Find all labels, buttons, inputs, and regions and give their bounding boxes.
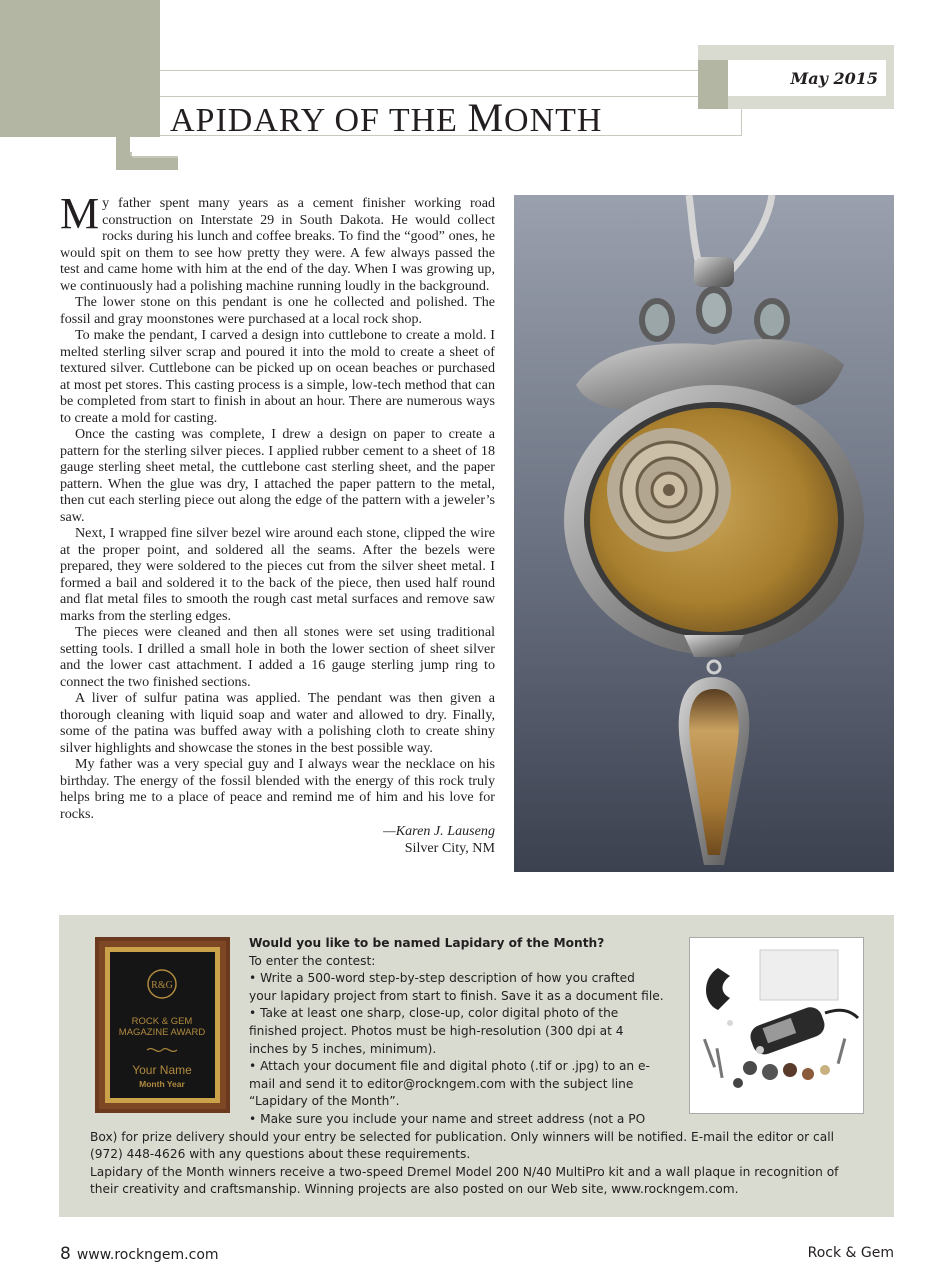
contest-bullet: • Write a 500-word step-by-step description of how you crafted your lapidary project from start to finish. Save it as a document file. xyxy=(249,971,664,1003)
article-paragraph: The pieces were cleaned and then all stones were set using traditional setting tools. I drilled a small hole in both the lower section of sheet silver and the lower cast attachment. I added a 16 gauge sterling jump ring to connect the two finished sections. xyxy=(60,624,495,690)
footer-left xyxy=(60,1244,219,1264)
header-rule xyxy=(160,70,700,71)
title-capital-m: M xyxy=(467,95,505,140)
paragraph-text: y father spent many years as a cement finisher working road construction on Interstate 29 in South Dakota. He would collect rocks during his lunch and coffee breaks. To find the “good” ones, he would spit on them to see how pretty they were. A few always passed the test and came home with him at the end of the day. When I was growing up, we continuously had a polishing machine running loudly in the background. xyxy=(60,195,495,294)
contest-heading: Would you like to be named Lapidary of the Month? xyxy=(249,936,605,950)
contest-instructions xyxy=(90,935,870,1199)
plaque-date: Month Year xyxy=(139,1079,185,1089)
title-part-1: APIDARY OF THE xyxy=(170,102,468,139)
footer-website-link[interactable]: www.rockngem.com xyxy=(76,1247,219,1263)
page-title xyxy=(170,95,603,141)
author-signature xyxy=(60,823,495,856)
date-tab-accent xyxy=(698,60,728,109)
title-initial-letter xyxy=(112,52,178,170)
contest-bullet: • Make sure you include your name and street address (not a PO Box) for prize delivery should your entry be selected for publication. Only winners will be notified. E-mail the editor or call (972) 448-4626 with any questions about these requirements. xyxy=(90,1111,834,1162)
title-initial-text: L xyxy=(112,52,113,53)
article-paragraph: Next, I wrapped fine silver bezel wire around each stone, clipped the wire at the proper point, and soldered all the seams. After the bezels were prepared, they were soldered to the pieces cut from the silver sheet metal. I formed a bail and soldered it to the back of the piece, then used half round and flat metal files to smooth the rough cast metal surfaces and remove saw marks from the sterling edges. xyxy=(60,525,495,624)
pendant-photo xyxy=(514,195,894,872)
title-part-2: ONTH xyxy=(504,102,603,139)
issue-date: May 2015 xyxy=(728,60,886,96)
author-location: Silver City, NM xyxy=(404,839,495,856)
magazine-name: Rock & Gem xyxy=(807,1245,894,1261)
contest-intro: To enter the contest: xyxy=(249,953,376,968)
page-number: 8 xyxy=(60,1244,71,1264)
contest-bullet: • Attach your document file and digital photo (.tif or .jpg) to an e-mail and send it to editor@rockngem.com with the subject line “Lapidary of the Month”. xyxy=(249,1059,650,1109)
contest-bullet: • Take at least one sharp, close-up, color digital photo of the finished project. Photos must be high-resolution (300 dpi at 4 inches by 5 inches, minimum). xyxy=(249,1006,624,1056)
plaque-line-2: MAGAZINE AWARD xyxy=(118,1027,206,1038)
article-paragraph: To make the pendant, I carved a design into cuttlebone to create a mold. I melted sterling silver scrap and poured it into the mold to create a sheet of textured silver. Cuttlebone can be picked up on ocean beaches or purchased at most pet stores. This casting process is a simple, low-tech method that can be completed from start to finish in about an hour. There are numerous ways to create a mold for casting. xyxy=(60,327,495,426)
drop-cap: M xyxy=(60,189,100,238)
article-paragraph: A liver of sulfur patina was applied. The pendant was then given a thorough cleaning with liquid soap and water and allowed to dry. Finally, some of the patina was buffed away with a polishing cloth to create shiny silver highlights and showcase the stones in the best possible way. xyxy=(60,690,495,756)
article-paragraph: My father was a very special guy and I always wear the necklace on his birthday. The energy of the fossil blended with the energy of this rock truly helps bring me to a place of peace and remind me of him and his love for rocks. xyxy=(60,756,495,822)
author-name: —Karen J. Lauseng xyxy=(383,823,495,839)
article-paragraph: Once the casting was complete, I drew a design on paper to create a pattern for the sterling silver pieces. I applied rubber cement to a sheet of 18 gauge sterling sheet metal, the cuttlebone cast sterling sheet, and the paper pattern. When the glue was dry, I attached the paper pattern to the metal, then cut each sterling piece out along the edge of the pattern with a jeweler’s saw. xyxy=(60,426,495,525)
plaque-line-1: ROCK & GEM xyxy=(131,1016,193,1027)
plaque-spacer xyxy=(90,935,249,1125)
article-body xyxy=(60,189,495,856)
article-paragraph: The lower stone on this pendant is one he collected and polished. The fossil and gray moonstones were purchased at a local rock shop. xyxy=(60,294,495,327)
plaque-logo: R&G xyxy=(151,980,173,991)
article-paragraph xyxy=(60,189,495,294)
contest-closing: Lapidary of the Month winners receive a two-speed Dremel Model 200 N/40 MultiPro kit and a wall plaque in recognition of their creativity and craftsmanship. Winning projects are also posted on our Web site, www.rockngem.com. xyxy=(90,1164,839,1197)
plaque-name: Your Name xyxy=(132,1063,192,1077)
tools-spacer xyxy=(665,935,870,1125)
